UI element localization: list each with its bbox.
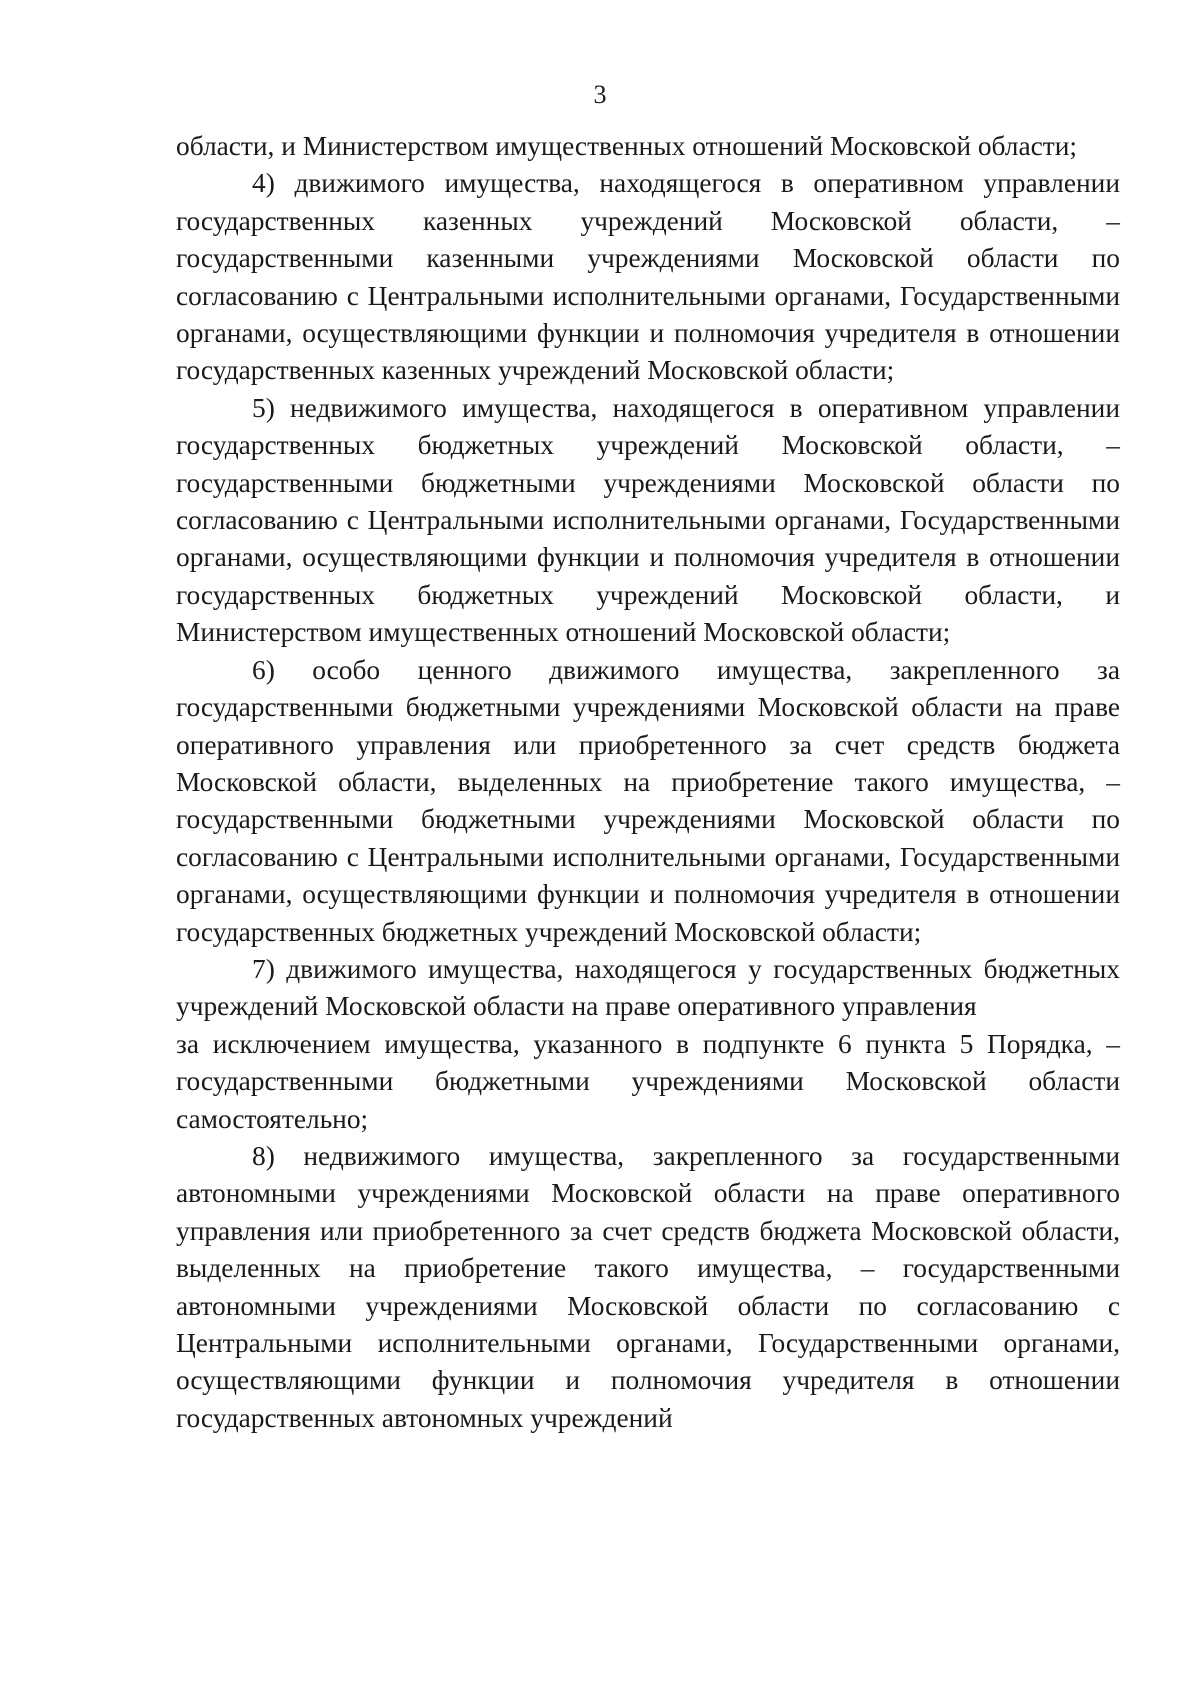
page-number: 3 (593, 80, 607, 109)
paragraph-item-5: 5) недвижимого имущества, находящегося в оперативном управлении государственных бюджетных учреждений Московской области, – государственными бюджетными учреждениями Московской области по согласованию с Центральными исполнительными органами, Государственными органами, осуществляющими функции и полномочия учредителя в отношении государственных бюджетных учреждений Московской области, и Министерством имущественных отношений Московской области; (176, 392, 1120, 648)
document-body (176, 128, 1120, 1437)
paragraph-item-6: 6) особо ценного движимого имущества, закрепленного за государственными бюджетными учреждениями Московской области на праве оперативного управления или приобретенного за счет средств бюджета Московской области, выделенных на приобретение такого имущества, – государственными бюджетными учреждениями Московской области по согласованию с Центральными исполнительными органами, Государственными органами, осуществляющими функции и полномочия учредителя в отношении государственных бюджетных учреждений Московской области; (176, 654, 1120, 947)
paragraph-item-7-continuation: за исключением имущества, указанного в подпункте 6 пункта 5 Порядка, – государственными бюджетными учреждениями Московской области самостоятельно; (176, 1028, 1120, 1134)
paragraph-item-8: 8) недвижимого имущества, закрепленного за государственными автономными учреждениями Московской области на праве оперативного управления или приобретенного за счет средств бюджета Московской области, выделенных на приобретение такого имущества, – государственными автономными учреждениями Московской области по согласованию с Центральными исполнительными органами, Государственными органами, осуществляющими функции и полномочия учредителя в отношении государственных автономных учреждений (176, 1140, 1120, 1433)
paragraph-item-7: 7) движимого имущества, находящегося у государственных бюджетных учреждений Московской области на праве оперативного управления (176, 953, 1120, 1022)
paragraph-item-4: 4) движимого имущества, находящегося в оперативном управлении государственных казенных учреждений Московской области, – государственными казенными учреждениями Московской области по согласованию с Центральными исполнительными органами, Государственными органами, осуществляющими функции и полномочия учредителя в отношении государственных казенных учреждений Московской области; (176, 168, 1120, 386)
paragraph-continuation: области, и Министерством имущественных отношений Московской области; (176, 131, 1078, 161)
